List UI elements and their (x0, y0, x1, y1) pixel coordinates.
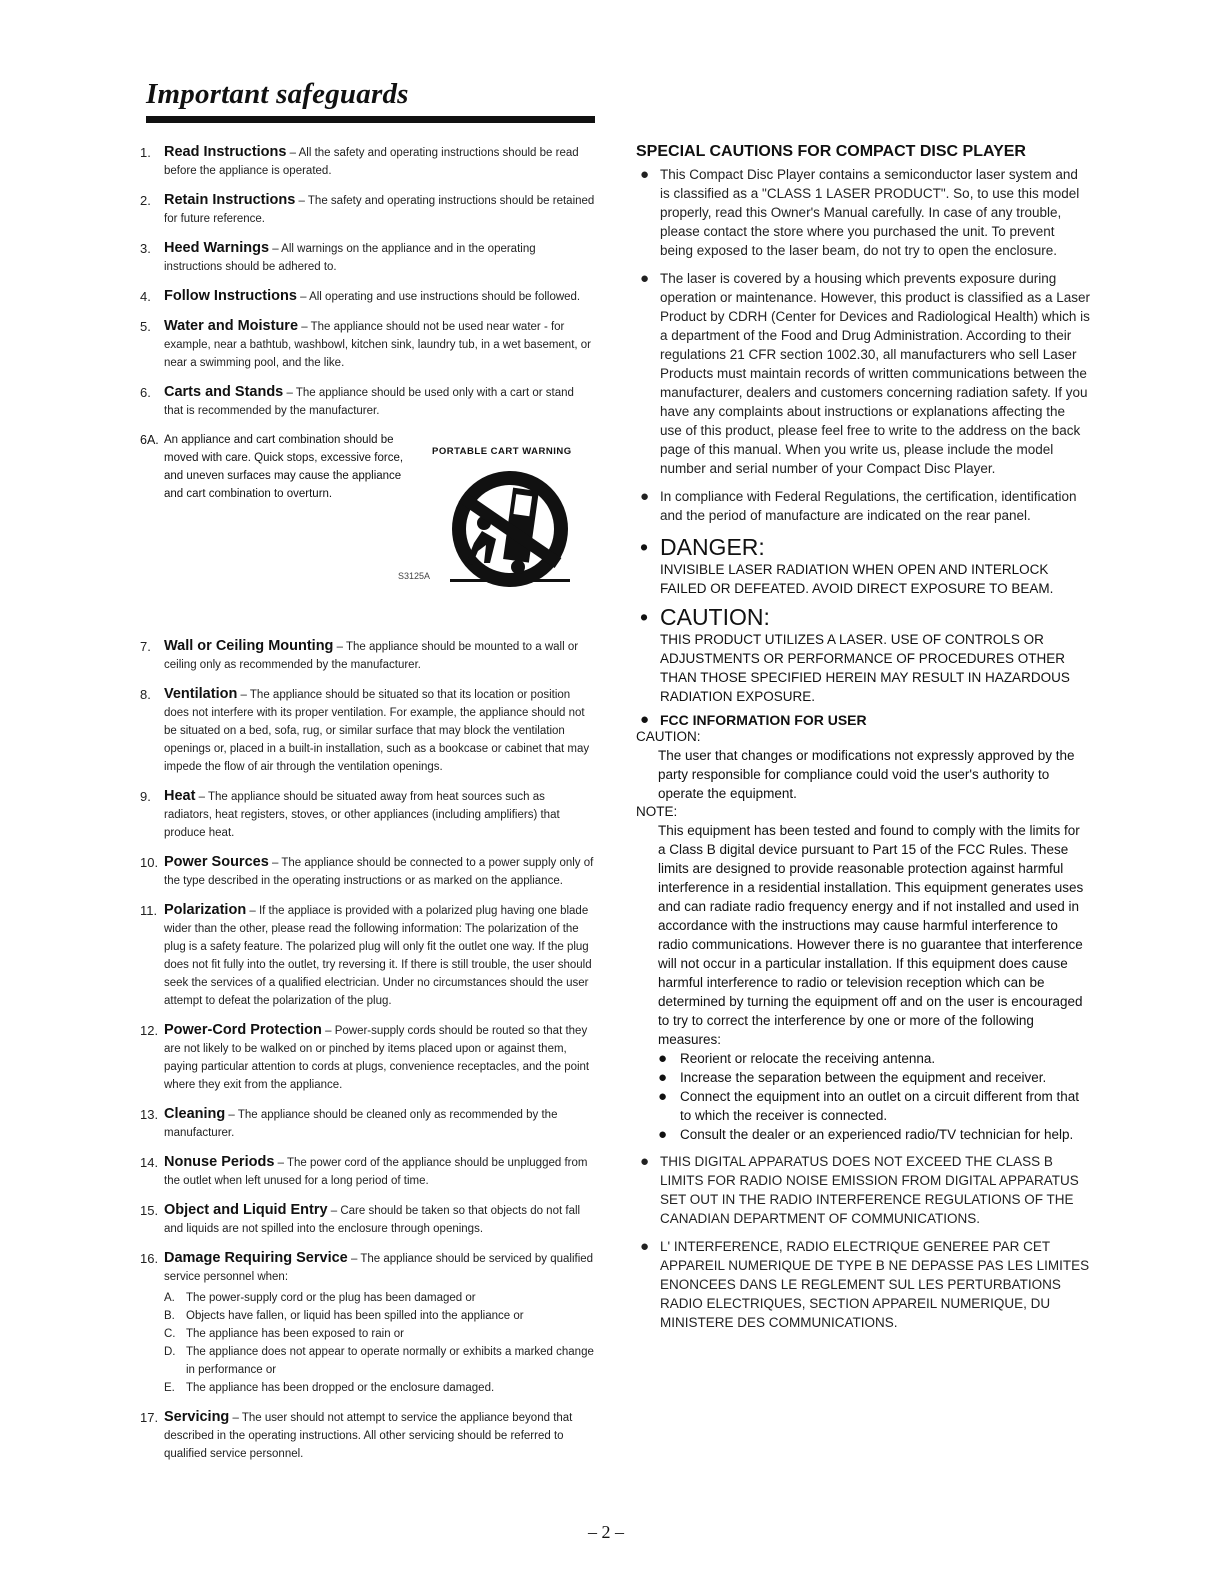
bullet-icon: • (640, 604, 649, 630)
fcc-heading (636, 712, 1090, 728)
item-number: 12. (140, 1023, 159, 1038)
item-number: 15. (140, 1203, 159, 1218)
danger-text: INVISIBLE LASER RADIATION WHEN OPEN AND INTERLOCK FAILED OR DEFEATED. AVOID DIRECT EXPOSURE TO BEAM. (660, 562, 1054, 596)
sub-item (164, 1343, 596, 1379)
fcc-title: FCC INFORMATION FOR USER (660, 712, 867, 728)
danger-heading (636, 534, 1090, 560)
measure-item (636, 1125, 1090, 1144)
item-body: – Care should be taken so that objects do not fall and liquids are not spilled into the enclosure through openings. (164, 1205, 581, 1235)
item-heading: Wall or Ceiling Mounting (164, 638, 334, 654)
item-number: 8. (140, 687, 151, 702)
page-title: Important safeguards (146, 78, 409, 110)
item-heading: Power Sources (164, 854, 269, 870)
safeguard-item (140, 1105, 596, 1142)
danger-title: DANGER: (660, 534, 765, 560)
bullet-icon: ● (640, 166, 650, 183)
figure-code: S3125A (398, 571, 431, 581)
item-number: 3. (140, 241, 151, 256)
bullet-text: This Compact Disc Player contains a semiconductor laser system and is classified as a "CLASS 1 LASER PRODUCT". So, to use this model properly, read this Owner's Manual carefully. In case of any trouble, please contact the store where you purchased the unit. To prevent being exposed to the laser beam, do not try to open the enclosure. (660, 167, 1080, 258)
sub-letter: B. (164, 1310, 175, 1322)
item-body: An appliance and cart combination should be moved with care. Quick stops, excessive force, and uneven surfaces may cause the appliance and cart combination to overturn. (164, 434, 404, 500)
sub-item (164, 1289, 596, 1307)
caution-text: THIS PRODUCT UTILIZES A LASER. USE OF CONTROLS OR ADJUSTMENTS OR PERFORMANCE OF PROCEDURES OTHER THAN THOSE SPECIFIED HEREIN MAY RESULT IN HAZARDOUS RADIATION EXPOSURE. (660, 632, 1070, 704)
bullet-item (636, 487, 1090, 525)
page-number: – 2 – (588, 1522, 624, 1542)
safeguard-item (140, 1201, 596, 1238)
item-body: – Power-supply cords should be routed so that they are not likely to be walked on or pinched by items placed upon or against them, paying particular attention to cords at plugs, convenience receptacles, and the point where they exit from the appliance. (164, 1025, 590, 1091)
sub-item (164, 1325, 596, 1343)
caution-title: CAUTION: (660, 604, 770, 630)
safeguard-item-6a (140, 431, 596, 627)
item-heading: Cleaning (164, 1106, 226, 1122)
item-number: 4. (140, 289, 151, 304)
bullet-icon: ● (658, 1069, 668, 1086)
item-heading: Carts and Stands (164, 384, 284, 400)
item-heading: Servicing (164, 1409, 230, 1425)
item-number: 6A. (140, 433, 159, 447)
safeguard-item (140, 317, 596, 372)
measure-text: Reorient or relocate the receiving antenna. (680, 1051, 936, 1066)
item-body: – The appliance should be connected to a power supply only of the type described in the operating instructions or as marked on the appliance. (164, 857, 594, 887)
item-heading: Water and Moisture (164, 318, 299, 334)
bullet-icon: ● (640, 270, 650, 287)
item-number: 6. (140, 385, 151, 400)
safeguard-item (140, 239, 596, 276)
measure-item (636, 1049, 1090, 1068)
item-body: – The appliance should be mounted to a wall or ceiling only as recommended by the manufacturer. (164, 641, 579, 671)
left-column (140, 143, 596, 1474)
safeguard-item (140, 901, 596, 1010)
item-number: 17. (140, 1410, 159, 1425)
item-number: 10. (140, 855, 159, 870)
bullet-icon: ● (658, 1050, 668, 1067)
sub-letter: E. (164, 1382, 175, 1394)
item-body: – The power cord of the appliance should be unplugged from the outlet when left unused for a long period of time. (164, 1157, 588, 1187)
item-body: – The user should not attempt to service the appliance beyond that described in the operating instructions. All other servicing should be referred to qualified service personnel. (164, 1412, 573, 1460)
measure-item (636, 1068, 1090, 1087)
item-number: 11. (140, 903, 158, 918)
safeguard-item (140, 383, 596, 420)
sub-letter: D. (164, 1346, 176, 1358)
bullet-icon: ● (640, 1153, 650, 1170)
bullet-item (636, 1152, 1090, 1228)
sub-text: Objects have fallen, or liquid has been spilled into the appliance or (186, 1310, 524, 1322)
fcc-caution-text: The user that changes or modifications not expressly approved by the party responsible for compliance could void the user's authority to operate the equipment. (658, 748, 1075, 801)
item-heading: Follow Instructions (164, 288, 297, 304)
portable-cart-warning-icon (440, 467, 580, 591)
item-heading: Object and Liquid Entry (164, 1202, 328, 1218)
safeguard-item (140, 1153, 596, 1190)
item-number: 2. (140, 193, 151, 208)
bullet-text: L' INTERFERENCE, RADIO ELECTRIQUE GENEREE PAR CET APPAREIL NUMERIQUE DE TYPE B NE DEPASSE PAS LES LIMITES ENONCEES DANS LE REGLEMENT SUL LES PERTURBATIONS RADIO ELECTRIQUES, SECTION APPAREIL NUMERIQUE, DU MINISTERE DES COMMUNICATIONS. (660, 1239, 1090, 1330)
measure-text: Increase the separation between the equipment and receiver. (680, 1070, 1047, 1085)
item-heading: Polarization (164, 902, 247, 918)
sub-text: The appliance has been dropped or the enclosure damaged. (186, 1382, 495, 1394)
safeguard-item (140, 685, 596, 776)
item-number: 7. (140, 639, 151, 654)
item-number: 13. (140, 1107, 159, 1122)
safeguard-item (140, 1408, 596, 1463)
item-body: – All warnings on the appliance and in the operating instructions should be adhered to. (164, 243, 536, 273)
sub-list (164, 1289, 596, 1397)
bullet-icon: • (640, 534, 649, 560)
bullet-icon: ● (640, 711, 650, 728)
fcc-caution-label: CAUTION: (636, 729, 701, 744)
item-body: – All the safety and operating instructions should be read before the appliance is operated. (164, 147, 579, 177)
sub-text: The appliance has been exposed to rain or (186, 1328, 405, 1340)
item-body: – The appliance should be used only with a cart or stand that is recommended by the manufacturer. (164, 387, 574, 417)
item-heading: Heed Warnings (164, 240, 270, 256)
sub-text: The power-supply cord or the plug has been damaged or (186, 1292, 476, 1304)
bullet-text: The laser is covered by a housing which prevents exposure during operation or maintenance. However, this product is classified as a Laser Product by CDRH (Center for Devices and Radiological Health) which is a department of the Food and Drug Administration. According to their regulations 21 CFR section 1002.30, all manufacturers who sell Laser Products must maintain records of written communications between the manufacturer, dealers and customers concerning radiation safety. If you have any complaints about instructions or explanations affecting the use of this product, please feel free to write to the address on the back page of this manual. When you write us, please include the model number and serial number of your Compact Disc Player. (660, 271, 1090, 476)
item-heading: Nonuse Periods (164, 1154, 275, 1170)
item-body: – The appliance should be cleaned only as recommended by the manufacturer. (164, 1109, 558, 1139)
bullet-text: In compliance with Federal Regulations, the certification, identification and the period of manufacture are indicated on the rear panel. (660, 489, 1077, 523)
safeguard-item (140, 853, 596, 890)
safeguard-item (140, 287, 596, 306)
bullet-text: THIS DIGITAL APPARATUS DOES NOT EXCEED THE CLASS B LIMITS FOR RADIO NOISE EMISSION FROM DIGITAL APPARATUS SET OUT IN THE RADIO INTERFERENCE REGULATIONS OF THE CANADIAN DEPARTMENT OF COMMUNICATIONS. (660, 1154, 1079, 1226)
measure-text: Connect the equipment into an outlet on a circuit different from that to which the receiver is connected. (680, 1089, 1079, 1123)
safeguard-item (140, 787, 596, 842)
title-rule (146, 116, 595, 123)
safeguard-item (140, 191, 596, 228)
bullet-icon: ● (640, 488, 650, 505)
item-heading: Power-Cord Protection (164, 1022, 322, 1038)
bullet-item (636, 1237, 1090, 1332)
item-number: 1. (140, 145, 151, 160)
figure-caption: PORTABLE CART WARNING (432, 446, 572, 457)
bullet-item (636, 269, 1090, 478)
bullet-icon: ● (640, 1238, 650, 1255)
section-title: SPECIAL CAUTIONS FOR COMPACT DISC PLAYER (636, 143, 1026, 160)
fcc-note-text: This equipment has been tested and found to comply with the limits for a Class B digital device pursuant to Part 15 of the FCC Rules. These limits are designed to provide reasonable protection against harmful interference in a residential installation. This equipment generates uses and can radiate radio frequency energy and if not installed and used in accordance with the instructions may cause harmful interference to radio communications. However there is no guarantee that interference will not occur in a particular installation. If this equipment does cause harmful interference to radio or television reception which can be determined by turning the equipment off and on the user is encouraged to try to correct the interference by one or more of the following measures: (658, 823, 1084, 1047)
item-body: – If the appliace is provided with a polarized plug having one blade wider than the other, please read the following information: The polarization of the plug is a safety feature. The polarized plug will only fit the outlet one way. If the plug does not fit fully into the outlet, try reversing it. If there is still trouble, the user should seek the services of a qualified electrician. Under no circumstances should the user attempt to defeat the polarization of the plug. (164, 905, 592, 1007)
item-heading: Read Instructions (164, 144, 287, 160)
item-number: 16. (140, 1251, 159, 1266)
item-number: 9. (140, 789, 151, 804)
item-body: – The appliance should be serviced by qualified service personnel when: (164, 1253, 594, 1283)
item-number: 5. (140, 319, 151, 334)
safeguard-item (140, 1021, 596, 1094)
item-heading: Retain Instructions (164, 192, 296, 208)
item-body: – All operating and use instructions should be followed. (296, 291, 581, 303)
caution-heading (636, 604, 1090, 630)
measure-item (636, 1087, 1090, 1125)
item-body: – The appliance should be situated away from heat sources such as radiators, heat registers, stoves, or other appliances (including amplifiers) that produce heat. (164, 791, 560, 839)
safeguard-item (140, 143, 596, 180)
measure-text: Consult the dealer or an experienced radio/TV technician for help. (680, 1127, 1074, 1142)
bullet-icon: ● (658, 1088, 668, 1105)
item-body: – The appliance should not be used near water - for example, near a bathtub, washbowl, kitchen sink, laundry tub, in a wet basement, or near a swimming pool, and the like. (164, 321, 592, 369)
safeguard-item (140, 1249, 596, 1397)
sub-text: The appliance does not appear to operate normally or exhibits a marked change in performance or (186, 1346, 594, 1376)
safeguard-item (140, 637, 596, 674)
sub-letter: C. (164, 1328, 176, 1340)
item-heading: Heat (164, 788, 196, 804)
item-body: – The appliance should be situated so that its location or position does not interfere with its proper ventilation. For example, the appliance should not be situated on a bed, sofa, rug, or similar surface that may block the ventilation openings or, placed in a built-in installation, such as a bookcase or cabinet that may impede the flow of air through the ventilation openings. (164, 689, 590, 773)
item-heading: Damage Requiring Service (164, 1250, 348, 1266)
item-number: 14. (140, 1155, 159, 1170)
sub-item (164, 1307, 596, 1325)
item-heading: Ventilation (164, 686, 238, 702)
right-column (636, 143, 1090, 1341)
sub-letter: A. (164, 1292, 175, 1304)
fcc-note-label: NOTE: (636, 804, 678, 819)
item-body: – The safety and operating instructions should be retained for future reference. (164, 195, 595, 225)
bullet-icon: ● (658, 1126, 668, 1143)
bullet-item (636, 165, 1090, 260)
sub-item (164, 1379, 596, 1397)
